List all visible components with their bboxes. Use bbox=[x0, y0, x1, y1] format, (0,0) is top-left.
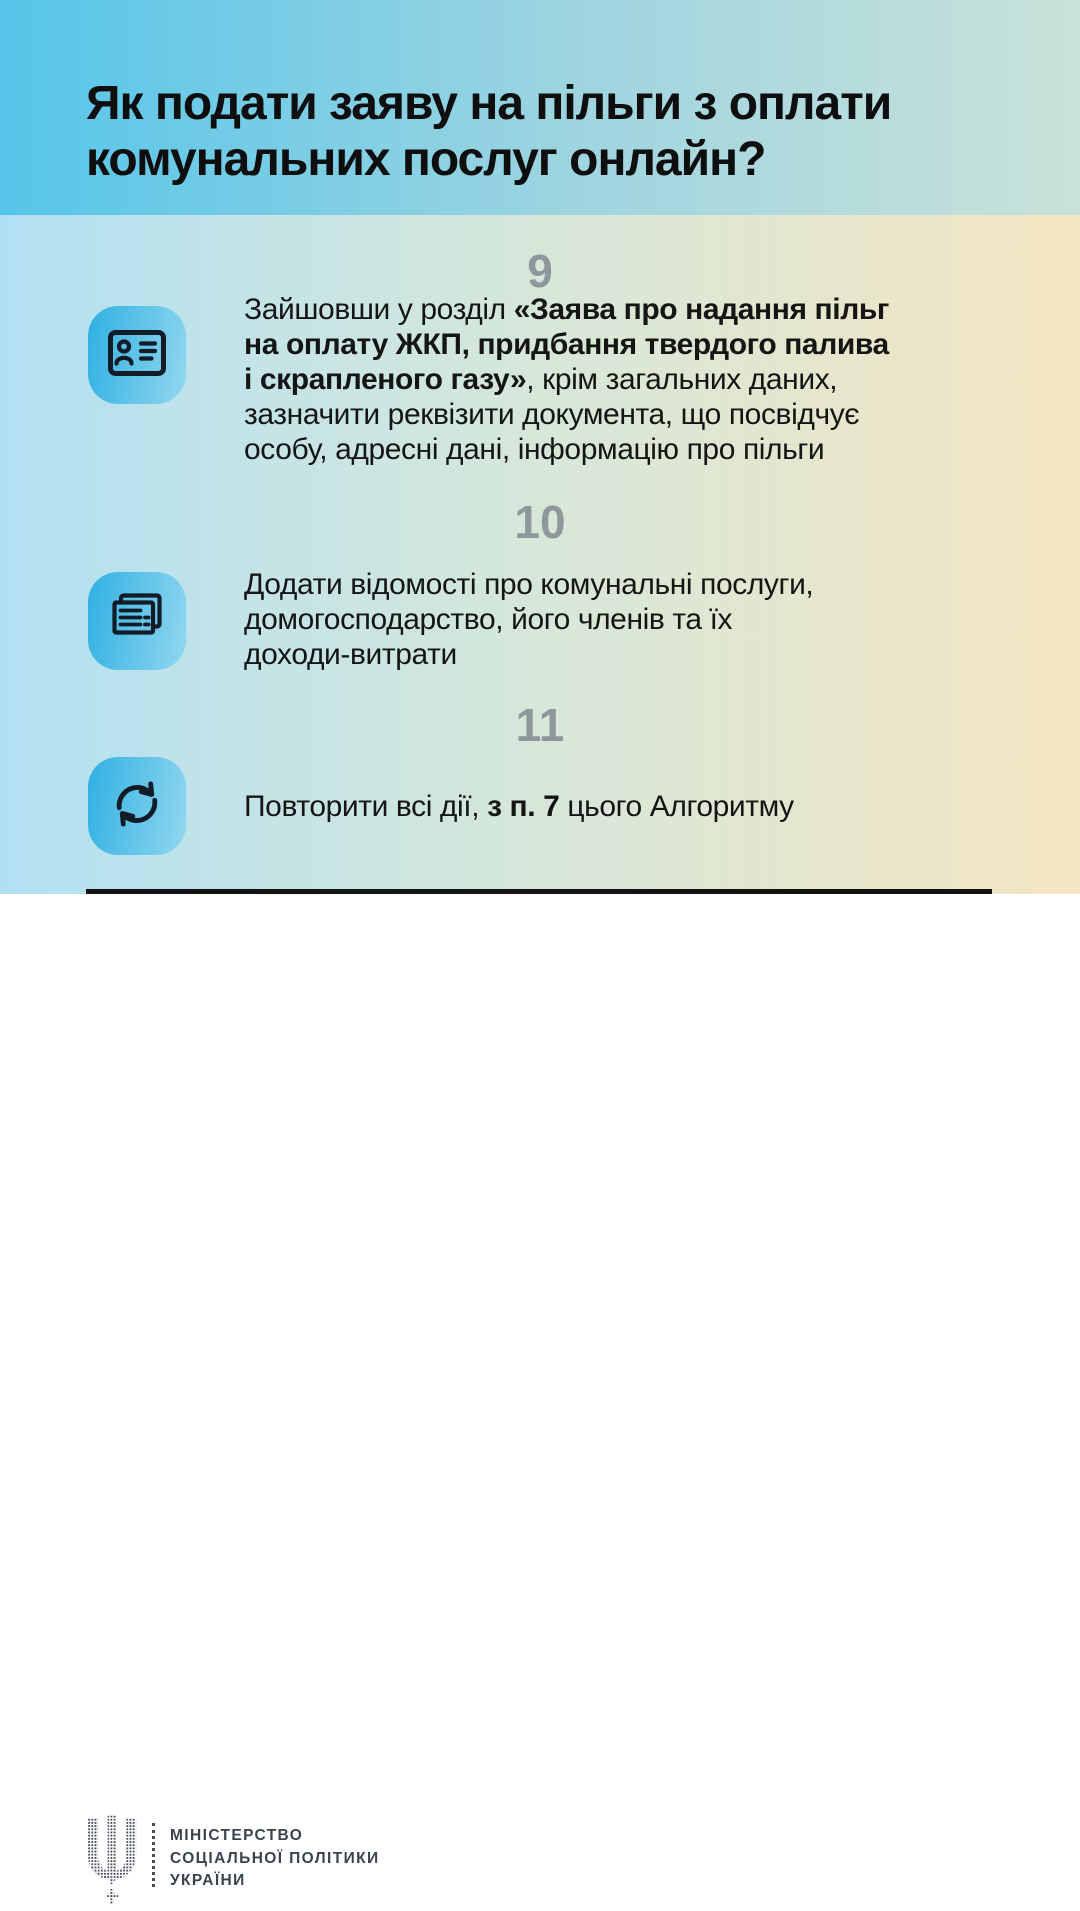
ministry-name-line3: УКРАЇНИ bbox=[170, 1872, 246, 1889]
step-10-text-line: Додати відомості про комунальні послуги, bbox=[244, 568, 814, 601]
step-9-text-line: зазначити реквізити документа, що посвідчує bbox=[244, 398, 860, 431]
step-10-text-line: доходи-витрати bbox=[244, 638, 457, 671]
step-9-text-line: Зайшовши у розділ «Заява про надання пільг bbox=[244, 293, 889, 326]
step-9-number: 9 bbox=[527, 245, 553, 297]
step-9-text-line: на оплату ЖКП, придбання твердого палива bbox=[244, 328, 889, 361]
step-10-text bbox=[244, 567, 954, 672]
step-11-icon-tile bbox=[88, 757, 186, 855]
step-11-number: 11 bbox=[515, 699, 565, 751]
step-11-text bbox=[244, 789, 954, 824]
ministry-name-line2: СОЦІАЛЬНОЇ ПОЛІТИКИ bbox=[170, 1849, 380, 1867]
ministry-name bbox=[170, 1825, 380, 1893]
step-9-text-line: особу, адресні дані, інформацію про пільги bbox=[244, 433, 825, 466]
step-9-text-line: і скрапленого газу», крім загальних даних, bbox=[244, 363, 838, 396]
step-10-number: 10 bbox=[514, 496, 566, 548]
page-title-line2: комунальних послуг онлайн? bbox=[86, 133, 766, 186]
step-9-text bbox=[244, 292, 954, 467]
page-title-line1: Як подати заяву на пільги з оплати bbox=[86, 77, 892, 130]
step-11-text-line: Повторити всі дії, з п. 7 цього Алгоритму bbox=[244, 790, 794, 823]
step-10-icon-tile bbox=[88, 572, 186, 670]
refresh-icon bbox=[109, 776, 165, 837]
documents-icon bbox=[108, 593, 166, 650]
logo-divider-line bbox=[152, 1823, 155, 1887]
trident-emblem-icon bbox=[85, 1814, 139, 1911]
step-9-icon-tile bbox=[88, 306, 186, 404]
page-title bbox=[86, 76, 891, 188]
step-10-text-line: домогосподарство, його членів та їх bbox=[244, 603, 733, 636]
id-card-icon bbox=[108, 330, 166, 381]
ministry-name-line1: МІНІСТЕРСТВО bbox=[170, 1827, 304, 1844]
header-band bbox=[0, 0, 1080, 215]
footer bbox=[0, 894, 1080, 1889]
